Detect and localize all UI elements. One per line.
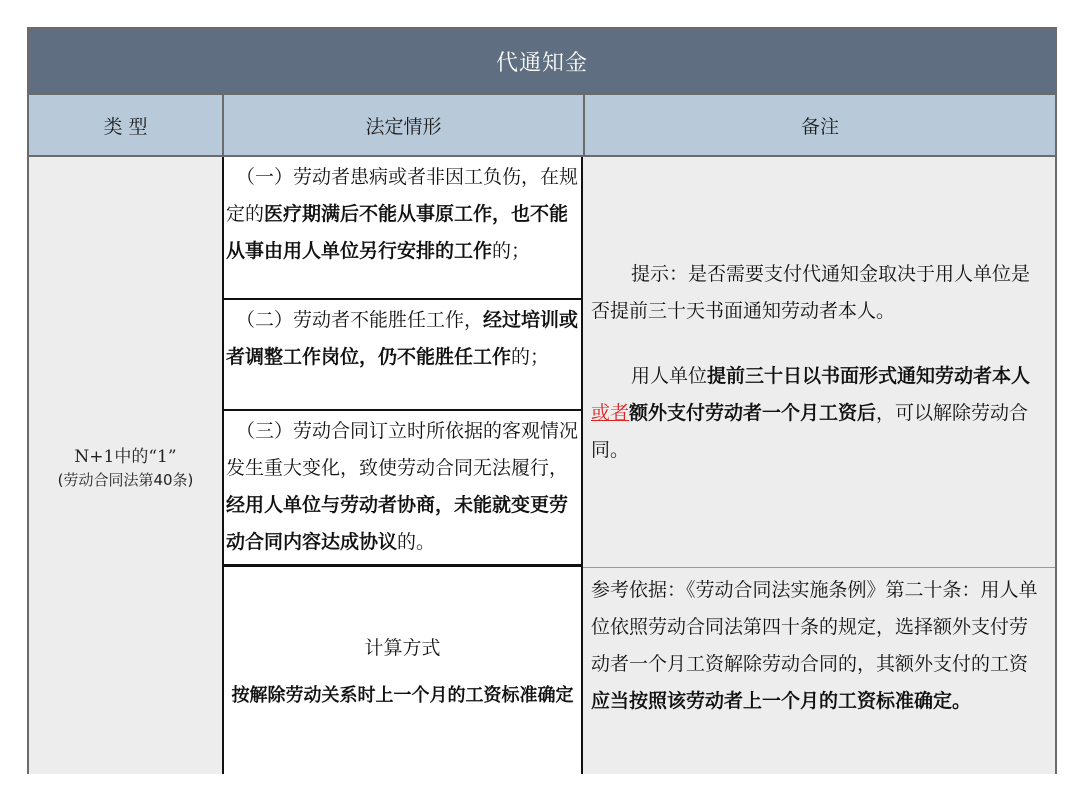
calculation-method-label: 计算方式 [364, 636, 441, 659]
calculation-method-rule: 按解除劳动关系时上一个月的工资标准确定 [231, 684, 574, 706]
remarks-tip: 提示：是否需要支付代通知金取决于用人单位是否提前三十天书面通知劳动者本人。 [591, 262, 1031, 322]
header-type: 类 型 [29, 93, 222, 157]
legal-situation-3 [224, 411, 581, 567]
situation-3-text: （三）劳动合同订立时所依据的客观情况发生重大变化，致使劳动合同无法履行， [226, 420, 579, 479]
situation-2-text: （二）劳动者不能胜任工作， [236, 309, 484, 331]
legal-situation-1 [224, 157, 581, 300]
remarks-rule-text-2: ，可以解除劳动合同。 [591, 401, 1029, 461]
type-law-reference: (劳动合同法第40条) [57, 470, 194, 489]
table-title: 代通知金 [29, 29, 1055, 93]
situation-1-text: （一）劳动者患病或者非因工负伤，在规定的 [226, 166, 579, 225]
reference-ending: 。 [952, 690, 972, 712]
situation-1-emphasis: 医疗期满后不能从事原工作，也不能从事由用人单位另行安排的工作 [226, 203, 569, 262]
reference-emphasis: 应当按照该劳动者上一个月的工资标准确定 [591, 690, 953, 712]
situation-2-ending: 的； [511, 346, 550, 368]
type-cell [29, 157, 222, 774]
type-label: N+1中的“1” [74, 446, 177, 467]
situation-1-ending: 的； [492, 240, 531, 262]
remarks-reference-cell [583, 567, 1055, 774]
header-remarks: 备注 [583, 93, 1055, 157]
remarks-rule-emphasis-2: 额外支付劳动者一个月工资后 [629, 401, 877, 424]
situation-3-ending: 的。 [397, 531, 436, 553]
remarks-tip-cell [583, 157, 1055, 567]
remarks-rule-emphasis-1: 提前三十日以书面形式通知劳动者本人 [707, 364, 1031, 387]
legal-situations-column [222, 157, 583, 774]
situation-3-emphasis: 经用人单位与劳动者协商，未能就变更劳动合同内容达成协议 [226, 494, 569, 553]
remarks-rule [591, 358, 1043, 469]
header-legal-situation: 法定情形 [222, 93, 583, 157]
calculation-method-cell [224, 567, 581, 774]
situation-2-emphasis: 经过培训或者调整工作岗位，仍不能胜任工作 [226, 309, 579, 368]
notice-pay-table [27, 27, 1057, 774]
remarks-rule-text-1: 用人单位 [631, 364, 708, 387]
remarks-rule-or-highlight: 或者 [591, 401, 630, 424]
legal-situation-2 [224, 300, 581, 411]
reference-text: 参考依据：《劳动合同法实施条例》第二十条：用人单位依照劳动合同法第四十条的规定，选择额外支付劳动者一个月工资解除劳动合同的，其额外支付的工资 [591, 579, 1038, 675]
